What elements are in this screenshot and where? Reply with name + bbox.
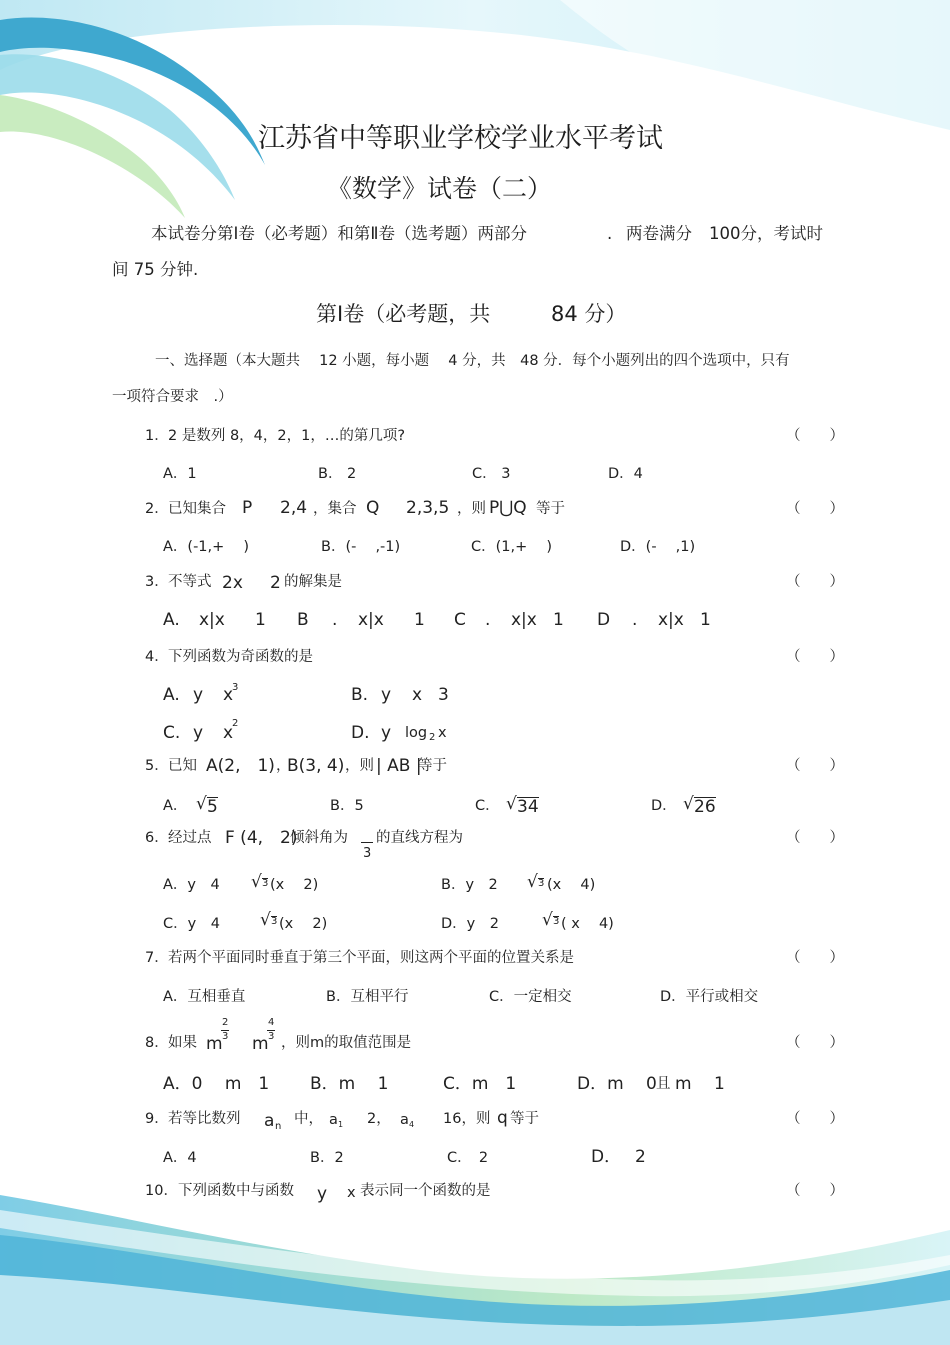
option-b-dot: .: [332, 610, 338, 630]
option-c: C．y 4: [163, 916, 220, 932]
option-a-label: A.: [163, 610, 180, 630]
math-subscript: n: [275, 1121, 282, 1132]
option-a-x: x: [223, 685, 234, 705]
option-d-radicand: 3: [553, 916, 560, 927]
math-term: a: [400, 1112, 409, 1128]
question-number: 9．: [145, 1111, 169, 1127]
option-c-label: C．: [475, 798, 500, 814]
answer-blank: （ ）: [786, 830, 844, 846]
sqrt-sign: √: [542, 910, 553, 930]
option-a-label: A．: [163, 798, 188, 814]
option-c-rest: (x 2): [279, 916, 328, 932]
question-text: 的直线方程为: [376, 830, 463, 846]
answer-blank: （ ）: [786, 1035, 844, 1051]
option-b-y: y: [381, 685, 392, 705]
question-text: ，: [276, 758, 291, 774]
option-d: D．4: [608, 466, 643, 482]
exponent-numerator: 2: [222, 1017, 229, 1028]
section-heading: 第Ⅰ卷（必考题，共: [316, 302, 491, 326]
math-magnitude: | AB |: [376, 756, 422, 776]
question-text: 若等比数列: [168, 1111, 241, 1127]
question-text: 2 是数列 8，4，2，1，…的第几项?: [168, 428, 406, 444]
answer-blank: （ ）: [786, 950, 844, 966]
option-a: A．互相垂直: [163, 989, 246, 1005]
option-a: A．(-1,+ ): [163, 539, 250, 555]
question-text: 2，: [367, 1111, 391, 1127]
question-number: 3．: [145, 574, 169, 590]
answer-blank: （ ）: [786, 501, 844, 517]
math-point: B(3, 4): [287, 756, 345, 776]
math-expression: 2: [270, 573, 281, 593]
answer-blank: （ ）: [786, 1111, 844, 1127]
option-b-value: 1: [414, 610, 425, 630]
question-text: 不等式: [168, 574, 212, 590]
option-d-rest: ( x 4): [561, 916, 614, 932]
page-subtitle: 《数学》试卷（二）: [327, 174, 553, 203]
question-text: 的解集是: [284, 574, 342, 590]
intro-text-1: 本试卷分第Ⅰ卷（必考题）和第Ⅱ卷（选考题）两部分: [151, 224, 527, 243]
option-c-exponent: 2: [232, 718, 239, 729]
question-text: 表示同一个函数的是: [360, 1183, 491, 1199]
question-number: 1．: [145, 428, 169, 444]
option-b-x: x: [412, 685, 423, 705]
intro-text-2: 两卷满分: [626, 224, 692, 243]
sqrt-sign: √: [251, 872, 262, 892]
question-text: 16，则: [443, 1111, 491, 1127]
answer-blank: （ ）: [786, 1183, 844, 1199]
math-base: m: [252, 1034, 269, 1054]
option-a-rest: (x 2): [270, 877, 319, 893]
option-c: C． 2: [447, 1150, 489, 1166]
question-number: 6．: [145, 830, 169, 846]
question-number: 7．: [145, 950, 169, 966]
option-d-set: x|x: [658, 610, 684, 630]
question-number: 2．: [145, 501, 169, 517]
option-b-rest: (x 4): [547, 877, 596, 893]
option-d-and: 且: [656, 1076, 671, 1092]
question-text: ，则: [345, 758, 374, 774]
math-variable: x: [347, 1185, 356, 1201]
option-a: A．y 4: [163, 877, 220, 893]
option-b: B．(- ,-1): [321, 539, 401, 555]
option-c: C．一定相交: [489, 989, 572, 1005]
option-d: D． 2: [591, 1147, 646, 1167]
answer-blank: （ ）: [786, 574, 844, 590]
sqrt-sign: √: [196, 794, 207, 814]
option-a-y: y: [193, 685, 204, 705]
option-b: B．互相平行: [326, 989, 409, 1005]
question-text: ，则m的取值范围是: [281, 1035, 412, 1051]
option-a-value: 1: [255, 610, 266, 630]
question-text: 如果: [168, 1035, 197, 1051]
option-d-radicand: 26: [694, 797, 716, 817]
option-c: C．(1,+ ): [471, 539, 553, 555]
option-c-value: 1: [553, 610, 564, 630]
math-subscript: 1: [338, 1120, 344, 1129]
option-a-exponent: 3: [232, 682, 239, 693]
option-a: A．4: [163, 1150, 197, 1166]
math-set: 2,3,5: [406, 498, 450, 518]
option-a-set: x|x: [199, 610, 225, 630]
option-c-x: x: [223, 723, 234, 743]
question-text: 经过点: [168, 830, 212, 846]
exponent-denominator: 3: [268, 1031, 275, 1042]
option-c: C． 3: [472, 466, 511, 482]
option-c-radicand: 3: [271, 916, 278, 927]
intro-text-4: 间 75 分钟.: [112, 260, 199, 279]
option-d: D．(- ,1): [620, 539, 696, 555]
option-d-base: 2: [429, 732, 436, 743]
answer-blank: （ ）: [786, 428, 844, 444]
question-text: ，集合: [313, 501, 357, 517]
option-b: B．2: [310, 1150, 344, 1166]
option-d-dot: .: [632, 610, 638, 630]
option-d-log: log: [405, 725, 428, 741]
option-d-label: D: [597, 610, 611, 630]
math-sequence: a: [264, 1111, 275, 1131]
option-c-set: x|x: [511, 610, 537, 630]
question-number: 5．: [145, 758, 169, 774]
option-b: B．y 2: [441, 877, 498, 893]
question-number: 10．: [145, 1183, 178, 1199]
sqrt-sign: √: [527, 872, 538, 892]
option-d-label: D．: [651, 798, 677, 814]
instructions-line-2: 一项符合要求 .）: [112, 389, 233, 405]
option-d-value: 1: [700, 610, 711, 630]
math-set: 2,4: [280, 498, 308, 518]
option-b-label: B.: [351, 685, 369, 705]
math-variable: y: [317, 1184, 328, 1204]
option-b-radicand: 3: [538, 878, 545, 889]
option-c-radicand: 34: [517, 797, 539, 817]
question-text: 若两个平面同时垂直于第三个平面，则这两个平面的位置关系是: [168, 950, 574, 966]
option-d-y: y: [381, 723, 392, 743]
option-c-y: y: [193, 723, 204, 743]
question-text: 已知: [168, 758, 197, 774]
option-b-const: 3: [438, 685, 449, 705]
page-title: 江苏省中等职业学校学业水平考试: [258, 123, 663, 154]
question-text: 倾斜角为: [290, 830, 348, 846]
option-b: B．m 1: [310, 1074, 389, 1094]
option-a: A．1: [163, 466, 197, 482]
section-heading-score: 84 分）: [551, 302, 627, 326]
math-expression: 2x: [222, 573, 243, 593]
math-subscript: 4: [409, 1120, 415, 1129]
option-d: D．平行或相交: [660, 989, 759, 1005]
question-text: ，则: [457, 501, 486, 517]
option-c-label: C: [454, 610, 466, 630]
instructions-line-1: 一、选择题（本大题共 12 小题，每小题 4 分，共 48 分．每个小题列出的四个选项中，只有: [155, 353, 790, 369]
math-term: a: [329, 1112, 338, 1128]
question-text: 中，: [294, 1111, 323, 1127]
option-a-label: A.: [163, 685, 180, 705]
option-c-label: C.: [163, 723, 181, 743]
math-point: F (4, 2): [225, 828, 298, 848]
option-c-dot: .: [485, 610, 491, 630]
answer-blank: （ ）: [786, 758, 844, 774]
exponent-denominator: 3: [222, 1031, 229, 1042]
exponent-numerator: 4: [268, 1017, 275, 1028]
fraction-denominator: 3: [363, 846, 372, 861]
math-symbol: P: [242, 498, 253, 518]
option-d-label: D.: [351, 723, 370, 743]
option-b-set: x|x: [358, 610, 384, 630]
answer-blank: （ ）: [786, 649, 844, 665]
question-text: 等于: [418, 758, 447, 774]
option-b: B． 2: [318, 466, 357, 482]
option-d: D．y 2: [441, 916, 499, 932]
question-number: 8．: [145, 1035, 169, 1051]
question-text: 下列函数为奇函数的是: [168, 649, 313, 665]
option-d-x: x: [438, 725, 447, 741]
sqrt-sign: √: [506, 794, 517, 814]
question-text: 下列函数中与函数: [178, 1183, 294, 1199]
intro-period: .: [607, 224, 613, 243]
question-text: 已知集合: [168, 501, 226, 517]
option-a-radicand: 3: [262, 878, 269, 889]
option-b: B．5: [330, 798, 364, 814]
math-variable: q: [497, 1108, 508, 1128]
fraction-bar: [361, 842, 373, 843]
sqrt-sign: √: [260, 910, 271, 930]
option-c: C．m 1: [443, 1074, 517, 1094]
sqrt-sign: √: [683, 794, 694, 814]
intro-text-3: 100分，考试时: [709, 224, 823, 243]
option-d-rest: m 1: [675, 1074, 725, 1094]
question-number: 4．: [145, 649, 169, 665]
math-point: A(2, 1): [206, 756, 275, 776]
math-union: P⋃Q: [489, 498, 527, 518]
option-b-label: B: [297, 610, 309, 630]
option-a: A．0 m 1: [163, 1074, 270, 1094]
option-a-radicand: 5: [207, 797, 218, 817]
question-text: 等于: [510, 1111, 539, 1127]
question-text: 等于: [536, 501, 565, 517]
math-symbol: Q: [366, 498, 380, 518]
option-d: D．m 0: [577, 1074, 657, 1094]
math-base: m: [206, 1034, 223, 1054]
